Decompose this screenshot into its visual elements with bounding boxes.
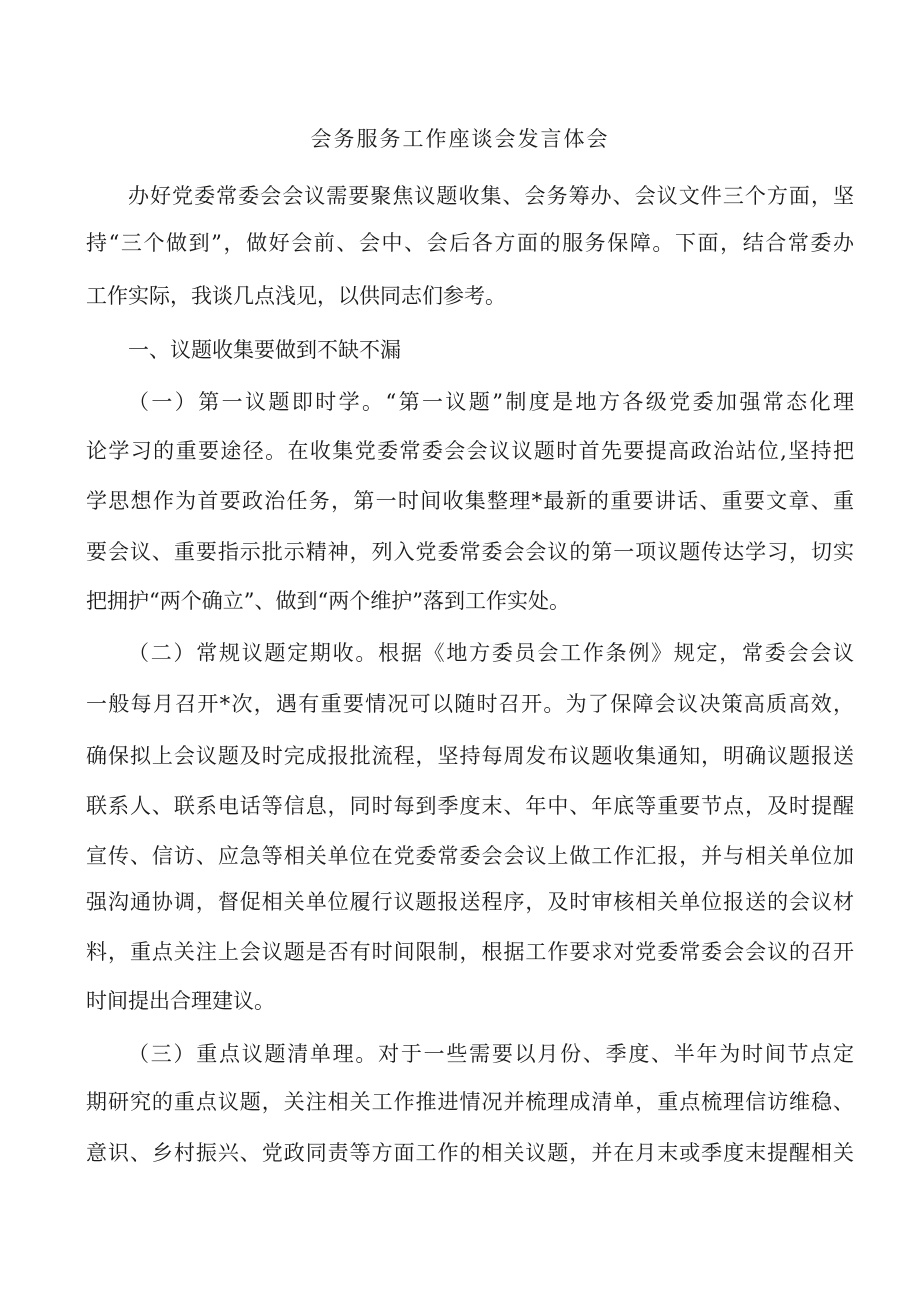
paragraph-line: 要会议、重要指示批示精神，列入党委常委会会议的第一项议题传达学习，切实 [86, 540, 854, 564]
paragraph-line: 宣传、信访、应急等相关单位在党委常委会会议上做工作汇报，并与相关单位加 [86, 844, 854, 868]
paragraph-line: 把拥护“两个确立”、做到“两个维护”落到工作实处。 [86, 589, 570, 613]
paragraph-line: 论学习的重要途径。在收集党委常委会会议议题时首先要提高政治站位,坚持把 [86, 439, 854, 463]
paragraph-line: （三）重点议题清单理。对于一些需要以月份、季度、半年为时间节点定 [128, 1042, 854, 1066]
paragraph-line: 学思想作为首要政治任务，第一时间收集整理*最新的重要讲话、重要文章、重 [86, 489, 854, 513]
paragraph-line: 时间提出合理建议。 [86, 989, 275, 1013]
paragraph-line: 料，重点关注上会议题是否有时间限制，根据工作要求对党委常委会会议的召开 [86, 940, 854, 964]
section-heading: 一、议题收集要做到不缺不漏 [128, 338, 401, 362]
paragraph-line: （一）第一议题即时学。“第一议题”制度是地方各级党委加强常态化理 [128, 390, 854, 414]
paragraph-line: 确保拟上会议题及时完成报批流程，坚持每周发布议题收集通知，明确议题报送 [86, 744, 854, 768]
paragraph-line: 工作实际，我谈几点浅见，以供同志们参考。 [86, 284, 506, 308]
paragraph-line: 期研究的重点议题，关注相关工作推进情况并梳理成清单，重点梳理信访维稳、 [86, 1090, 854, 1114]
paragraph-line: 一般每月召开*次，遇有重要情况可以随时召开。为了保障会议决策高质高效， [86, 692, 854, 716]
paragraph-line: 联系人、联系电话等信息，同时每到季度末、年中、年底等重要节点，及时提醒 [86, 794, 854, 818]
paragraph-line: 持“三个做到”，做好会前、会中、会后各方面的服务保障。下面，结合常委办 [86, 231, 854, 255]
paragraph-line: 强沟通协调，督促相关单位履行议题报送程序，及时审核相关单位报送的会议材 [86, 890, 854, 914]
paragraph-line: 意识、乡村振兴、党政同责等方面工作的相关议题，并在月末或季度末提醒相关 [86, 1141, 854, 1165]
document-title: 会务服务工作座谈会发言体会 [310, 127, 610, 151]
paragraph-line: （二）常规议题定期收。根据《地方委员会工作条例》规定，常委会会议 [128, 641, 854, 665]
paragraph-line: 办好党委常委会会议需要聚焦议题收集、会务筹办、会议文件三个方面，坚 [128, 184, 854, 208]
